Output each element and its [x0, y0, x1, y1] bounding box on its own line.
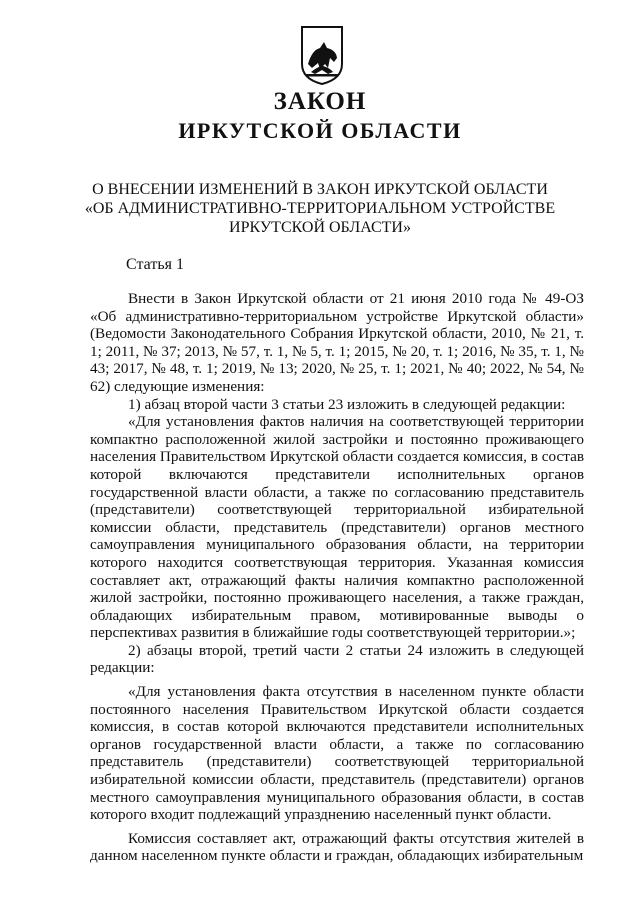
subject-line: О ВНЕСЕНИИ ИЗМЕНЕНИЙ В ЗАКОН ИРКУТСКОЙ ОБЛАСТИ — [92, 181, 548, 198]
subject-line: ИРКУТСКОЙ ОБЛАСТИ» — [229, 219, 411, 236]
quote-1-paragraph: «Для установления фактов наличия на соответствующей территории компактно расположенной жилой застройки и постоянно проживающего населения Правительством Иркутской области создается комиссия, в состав которой включаются представители исполнительных органов государственной власти области, а также по согласованию представитель (представители) соответствующей территориальной избирательной комиссии области, представитель (представители) органов местного самоуправления муниципального образования области, на территории которого находится соответствующая территория. Указанная комиссия составляет акт, отражающий факты наличия компактно расположенной жилой застройки, постоянно проживающего населения, а также граждан, обладающих избирательным правом, мотивированные выводы о перспективах развития в ближайшие годы соответствующей территории.»; — [90, 413, 584, 642]
item-1-paragraph: 1) абзац второй части 3 статьи 23 изложить в следующей редакции: — [128, 395, 566, 413]
coat-of-arms-icon — [300, 24, 344, 86]
law-title: ЗАКОН — [273, 88, 367, 115]
article-body — [90, 290, 584, 865]
intro-paragraph: Внести в Закон Иркутской области от 21 июня 2010 года № 49-ОЗ «Об административно-территориальном устройстве Иркутской области» (Ведомости Законодательного Собрания Иркутской области, 2010, № 21, т. 1; 2011, № 37; 2013, № 57, т. 1, № 5, т. 1; 2015, № 20, т. 1; 2016, № 35, т. 1, № 43; 2017, № 48, т. 1; 2019, № 13; 2020, № 25, т. 1; 2021, № 40; 2022, № 54, № 62) следующие изменения: — [90, 290, 584, 395]
law-subject — [0, 180, 640, 237]
item-2-paragraph: 2) абзацы второй, третий части 2 статьи 24 изложить в следующей редакции: — [90, 641, 584, 677]
article-heading: Статья 1 — [126, 256, 184, 273]
commission-paragraph: Комиссия составляет акт, отражающий факты отсутствия жителей в данном населенном пункте области и граждан, обладающих избирательным — [90, 829, 584, 865]
region-title: ИРКУТСКОЙ ОБЛАСТИ — [178, 118, 462, 143]
quote-2-paragraph: «Для установления факта отсутствия в населенном пункте области постоянного населения Правительством Иркутской области создается комиссия, в состав которой включаются представители исполнительных органов государственной власти области, а также по согласованию представитель (представители) соответствующей территориальной избирательной комиссии области, представитель (представители) органов местного самоуправления муниципального образования области, в состав которого входит подлежащий упразднению населенный пункт области. — [90, 683, 584, 824]
subject-line: «ОБ АДМИНИСТРАТИВНО-ТЕРРИТОРИАЛЬНОМ УСТРОЙСТВЕ — [84, 200, 556, 217]
